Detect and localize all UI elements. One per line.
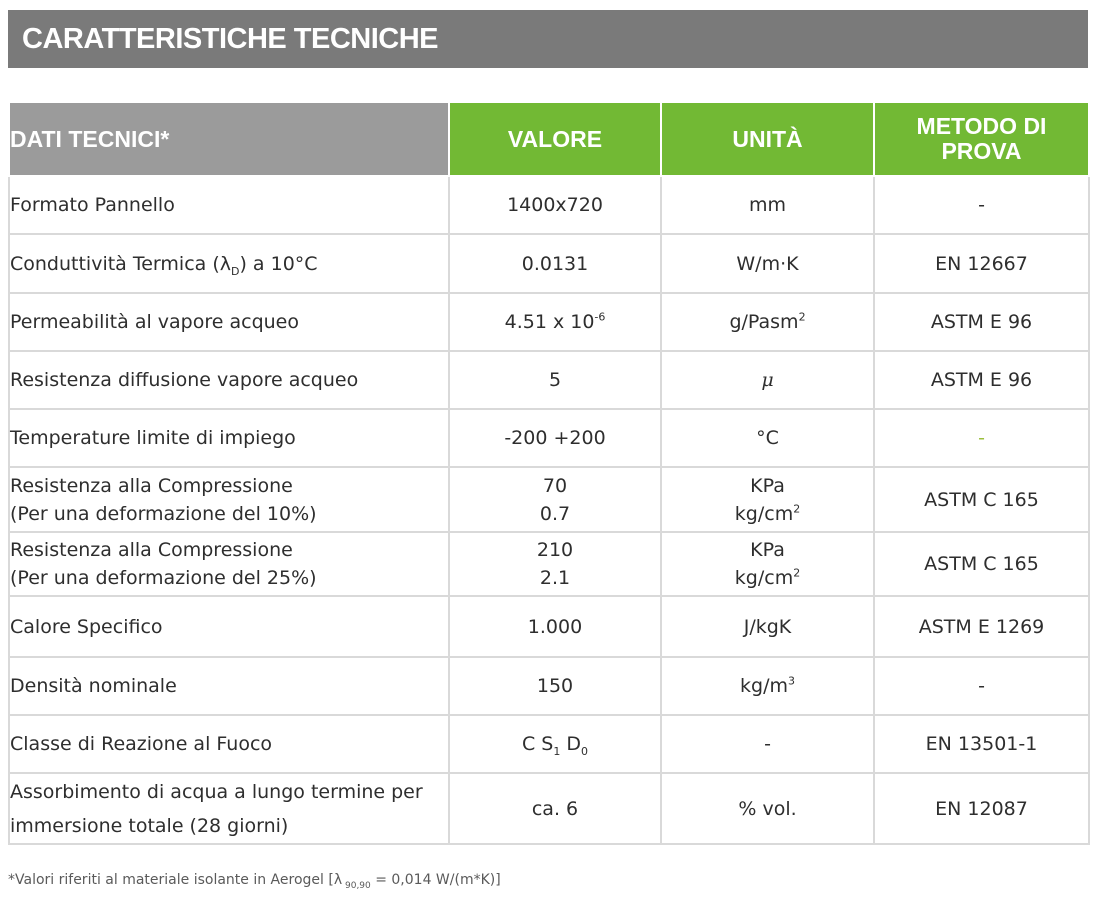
lambda-subscript: D (231, 264, 240, 278)
row-label (9, 532, 449, 596)
lambda-symbol: λ (333, 872, 343, 888)
table-row (9, 409, 1089, 467)
mu-symbol: μ (761, 369, 774, 391)
row-label: Resistenza diffusione vapore acqueo (9, 351, 449, 409)
table-row (9, 234, 1089, 293)
unit-line (662, 564, 873, 592)
label-text: ) a 10°C (239, 252, 318, 275)
row-metodo: EN 13501-1 (874, 715, 1089, 773)
value-exponent: -6 (594, 310, 606, 324)
row-label (9, 467, 449, 532)
table-row (9, 351, 1089, 409)
row-unita (661, 351, 874, 409)
unit-line: KPa (750, 474, 785, 497)
row-unita (661, 293, 874, 351)
row-label: Calore Specifico (9, 596, 449, 657)
row-valore: ca. 6 (449, 773, 661, 844)
unit-exponent: 2 (798, 310, 806, 324)
row-valore: 5 (449, 351, 661, 409)
value-line: 210 (536, 539, 574, 561)
unit-line: KPa (750, 539, 785, 561)
label-line: (Per una deformazione del 10%) (10, 502, 317, 525)
table-row (9, 532, 1089, 596)
value-base: 4.51 x 10 (504, 311, 595, 333)
row-unita: mm (661, 176, 874, 234)
metodo-dash: - (978, 427, 985, 449)
row-metodo: ASTM E 1269 (874, 596, 1089, 657)
table-header-row (9, 102, 1089, 176)
label-text: Conduttività Termica ( (10, 252, 220, 275)
row-metodo: ASTM C 165 (874, 532, 1089, 596)
row-label: Temperature limite di impiego (9, 409, 449, 467)
table-row (9, 293, 1089, 351)
row-unita: J/kgK (661, 596, 874, 657)
footnote (8, 872, 501, 891)
value-base: C S (521, 733, 554, 755)
row-valore (449, 532, 661, 596)
row-metodo: - (874, 657, 1089, 715)
table-row (9, 176, 1089, 234)
value-subscript: 1 (553, 744, 561, 758)
unit-base: kg/cm (734, 502, 794, 525)
table-row (9, 773, 1089, 844)
row-metodo: ASTM E 96 (874, 293, 1089, 351)
table-row (9, 467, 1089, 532)
row-unita: - (661, 715, 874, 773)
row-valore (449, 467, 661, 532)
row-metodo: EN 12087 (874, 773, 1089, 844)
row-valore: 1400x720 (449, 176, 661, 234)
value-line: 2.1 (539, 567, 571, 589)
table-row (9, 657, 1089, 715)
unit-exponent: 2 (793, 502, 801, 516)
footnote-text: *Valori riferiti al materiale isolante in Aerogel [ (8, 872, 334, 888)
label-line: immersione totale (28 giorni) (10, 814, 289, 837)
row-label: Formato Pannello (9, 176, 449, 234)
row-label (9, 234, 449, 293)
row-metodo: EN 12667 (874, 234, 1089, 293)
header-metodo-di-prova: METODO DI PROVA (874, 102, 1089, 176)
row-unita (661, 657, 874, 715)
label-line: Resistenza alla Compressione (10, 474, 293, 497)
row-label (9, 773, 449, 844)
row-unita: °C (661, 409, 874, 467)
technical-data-table (8, 101, 1090, 845)
row-valore (449, 715, 661, 773)
label-line: (Per una deformazione del 25%) (10, 567, 317, 589)
row-unita: W/m·K (661, 234, 874, 293)
row-unita (661, 532, 874, 596)
lambda-symbol: λ (219, 252, 231, 275)
row-metodo: ASTM E 96 (874, 351, 1089, 409)
header-banner (8, 10, 1088, 68)
footnote-subscript: 90,90 (342, 880, 371, 891)
table-row (9, 596, 1089, 657)
row-valore (449, 293, 661, 351)
label-line: Assorbimento di acqua a lungo termine per (10, 780, 423, 803)
value-line: 70 (542, 474, 568, 497)
unit-exponent: 2 (793, 566, 801, 580)
row-label: Permeabilità al vapore acqueo (9, 293, 449, 351)
unit-base: kg/m (740, 675, 788, 697)
header-dati-tecnici: DATI TECNICI* (9, 102, 449, 176)
header-valore: VALORE (449, 102, 661, 176)
unit-base: g/Pasm (729, 311, 799, 333)
row-label: Densità nominale (9, 657, 449, 715)
row-valore: -200 +200 (449, 409, 661, 467)
footnote-text: = 0,014 W/(m*K)] (370, 872, 501, 888)
value-base: D (560, 733, 582, 755)
row-label: Classe di Reazione al Fuoco (9, 715, 449, 773)
row-unita: % vol. (661, 773, 874, 844)
row-metodo: - (874, 176, 1089, 234)
row-valore: 0.0131 (449, 234, 661, 293)
row-metodo: ASTM C 165 (874, 467, 1089, 532)
label-line: Resistenza alla Compressione (10, 539, 293, 561)
header-unita: UNITÀ (661, 102, 874, 176)
unit-line (662, 500, 873, 528)
value-subscript: 0 (581, 744, 589, 758)
row-valore: 1.000 (449, 596, 661, 657)
row-metodo (874, 409, 1089, 467)
unit-exponent: 3 (787, 674, 795, 688)
unit-base: kg/cm (734, 567, 794, 589)
value-line: 0.7 (539, 502, 571, 525)
table-row (9, 715, 1089, 773)
page-title: CARATTERISTICHE TECNICHE (22, 22, 439, 55)
row-unita (661, 467, 874, 532)
row-valore: 150 (449, 657, 661, 715)
